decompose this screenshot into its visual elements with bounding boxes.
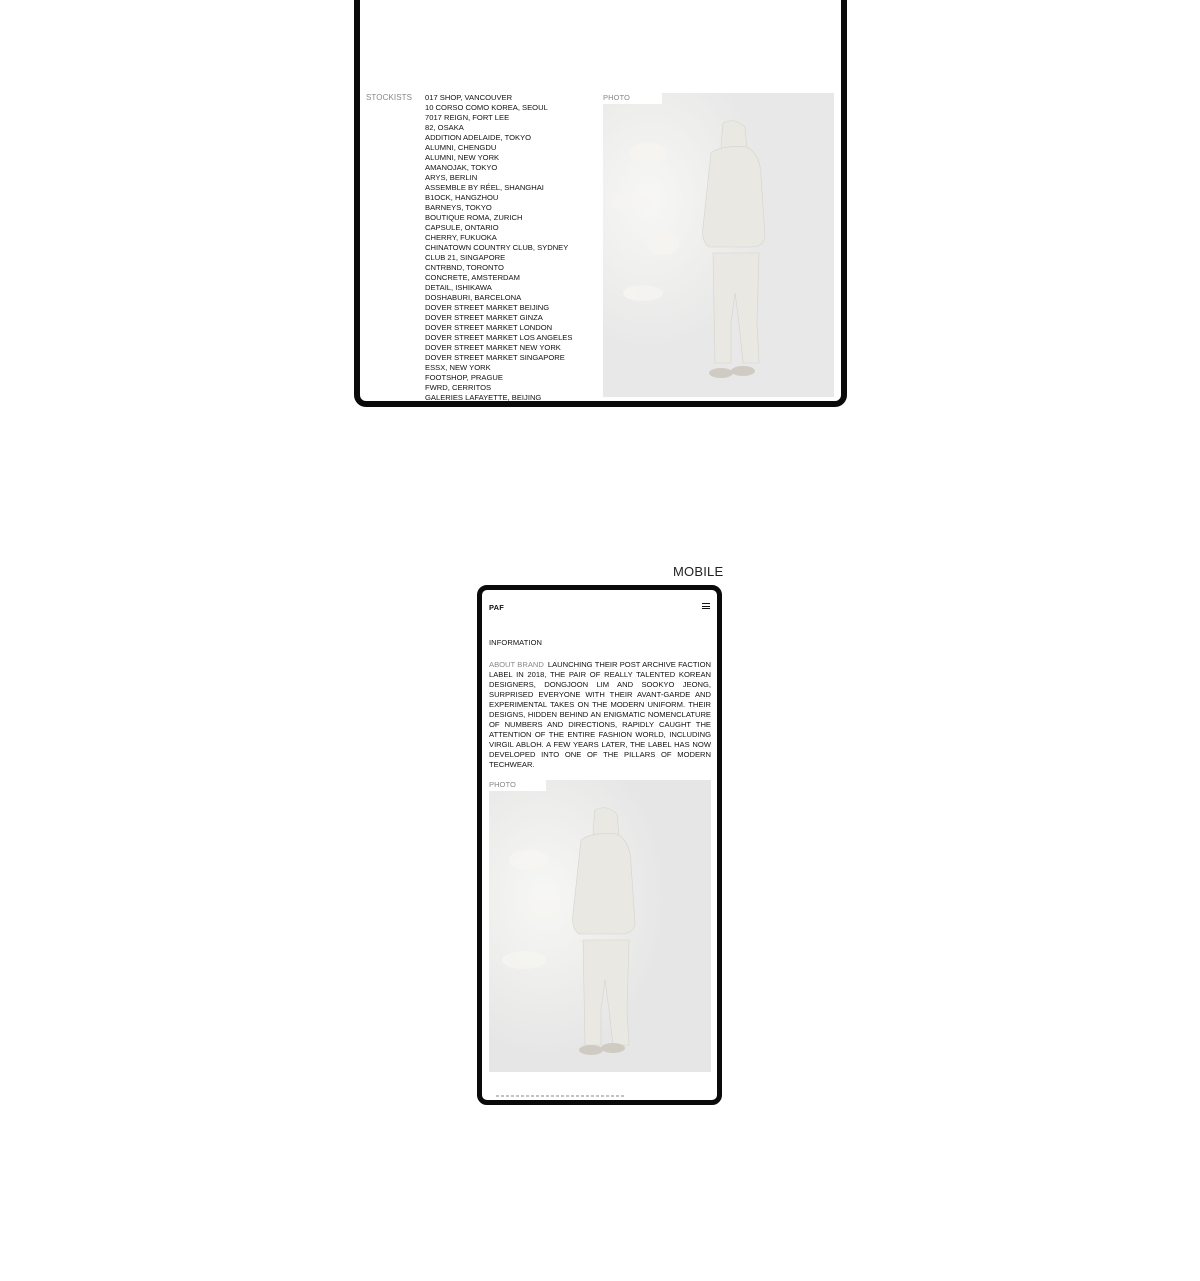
stockist-item: CHINATOWN COUNTRY CLUB, SYDNEY <box>425 243 569 252</box>
stockist-item: CNTRBND, TORONTO <box>425 263 504 272</box>
information-title: INFORMATION <box>489 638 543 647</box>
stockist-item: CLUB 21, SINGAPORE <box>425 253 506 262</box>
stockist-item: CAPSULE, ONTARIO <box>425 223 499 232</box>
tablet-mockup <box>354 0 847 407</box>
stockist-item: DOVER STREET MARKET LONDON <box>425 323 553 332</box>
photo-label: PHOTO <box>489 780 546 791</box>
stockist-item: DOVER STREET MARKET LOS ANGELES <box>425 333 573 342</box>
mobile-photo <box>489 780 711 1072</box>
phone-mockup <box>477 585 722 1105</box>
model-photo-image <box>603 93 834 397</box>
about-brand-text: LAUNCHING THEIR POST ARCHIVE FACTION LABEL IN 2018, THE PAIR OF REALLY TALENTED KOREAN DESIGNERS, DONGJOON LIM AND SOOKYO JEONG, SURPRISED EVERYONE WITH THEIR AVANT-GARDE AND EXPERIMENTAL TAKES ON THE MODERN UNIFORM. THEIR DESIGNS, HIDDEN BEHIND AN ENIGMATIC NOMENCLATURE OF NUMBERS AND DIRECTIONS, RAPIDLY CAUGHT THE ATTENTION OF THE ENTIRE FASHION WORLD, INCLUDING VIRGIL ABLOH. A FEW YEARS LATER, THE LABEL HAS NOW DEVELOPED INTO ONE OF THE PILLARS OF MODERN TECHWEAR. <box>489 660 711 769</box>
stockist-item: DOVER STREET MARKET BEIJING <box>425 303 550 312</box>
stockist-item: DOVER STREET MARKET NEW YORK <box>425 343 561 352</box>
stockist-item: ALUMNI, CHENGDU <box>425 143 497 152</box>
tablet-photo <box>603 93 834 397</box>
stockist-item: BARNEYS, TOKYO <box>425 203 492 212</box>
stockist-item: FOOTSHOP, PRAGUE <box>425 373 503 382</box>
next-section-peek <box>496 1095 626 1097</box>
stockist-item: DOVER STREET MARKET SINGAPORE <box>425 353 565 362</box>
stockists-list <box>425 93 572 403</box>
stockist-item: BOUTIQUE ROMA, ZURICH <box>425 213 523 222</box>
photo-label: PHOTO <box>603 93 662 104</box>
stockist-item: ALUMNI, NEW YORK <box>425 153 500 162</box>
stockist-item: DOSHABURI, BARCELONA <box>425 293 522 302</box>
stockist-item: GALERIES LAFAYETTE, BEIJING <box>425 393 542 402</box>
stockist-item: ASSEMBLE BY RÉEL, SHANGHAI <box>425 183 544 192</box>
about-brand-label: ABOUT BRAND <box>489 660 544 669</box>
stockist-item: B1OCK, HANGZHOU <box>425 193 499 202</box>
stockist-item: 017 SHOP, VANCOUVER <box>425 93 513 102</box>
stockist-item: ADDITION ADELAIDE, TOKYO <box>425 133 532 142</box>
about-brand-paragraph <box>489 660 711 770</box>
model-photo-image <box>489 780 711 1072</box>
brand-logo[interactable]: PAF <box>489 603 505 612</box>
stockist-item: ESSX, NEW YORK <box>425 363 491 372</box>
stockist-item: DETAIL, ISHIKAWA <box>425 283 492 292</box>
stockist-item: CONCRETE, AMSTERDAM <box>425 273 520 282</box>
stockist-item: 82, OSAKA <box>425 123 464 132</box>
hamburger-menu-icon[interactable] <box>702 603 710 609</box>
stockist-item: CHERRY, FUKUOKA <box>425 233 497 242</box>
stockist-item: 7017 REIGN, FORT LEE <box>425 113 510 122</box>
mobile-section-label: MOBILE <box>673 564 724 579</box>
stockist-item: FWRD, CERRITOS <box>425 383 492 392</box>
stockist-item: DOVER STREET MARKET GINZA <box>425 313 543 322</box>
stockist-item: 10 CORSO COMO KOREA, SEOUL <box>425 103 548 112</box>
stockist-item: ARYS, BERLIN <box>425 173 478 182</box>
stockists-label: STOCKISTS <box>366 93 413 102</box>
stockist-item: AMANOJAK, TOKYO <box>425 163 498 172</box>
